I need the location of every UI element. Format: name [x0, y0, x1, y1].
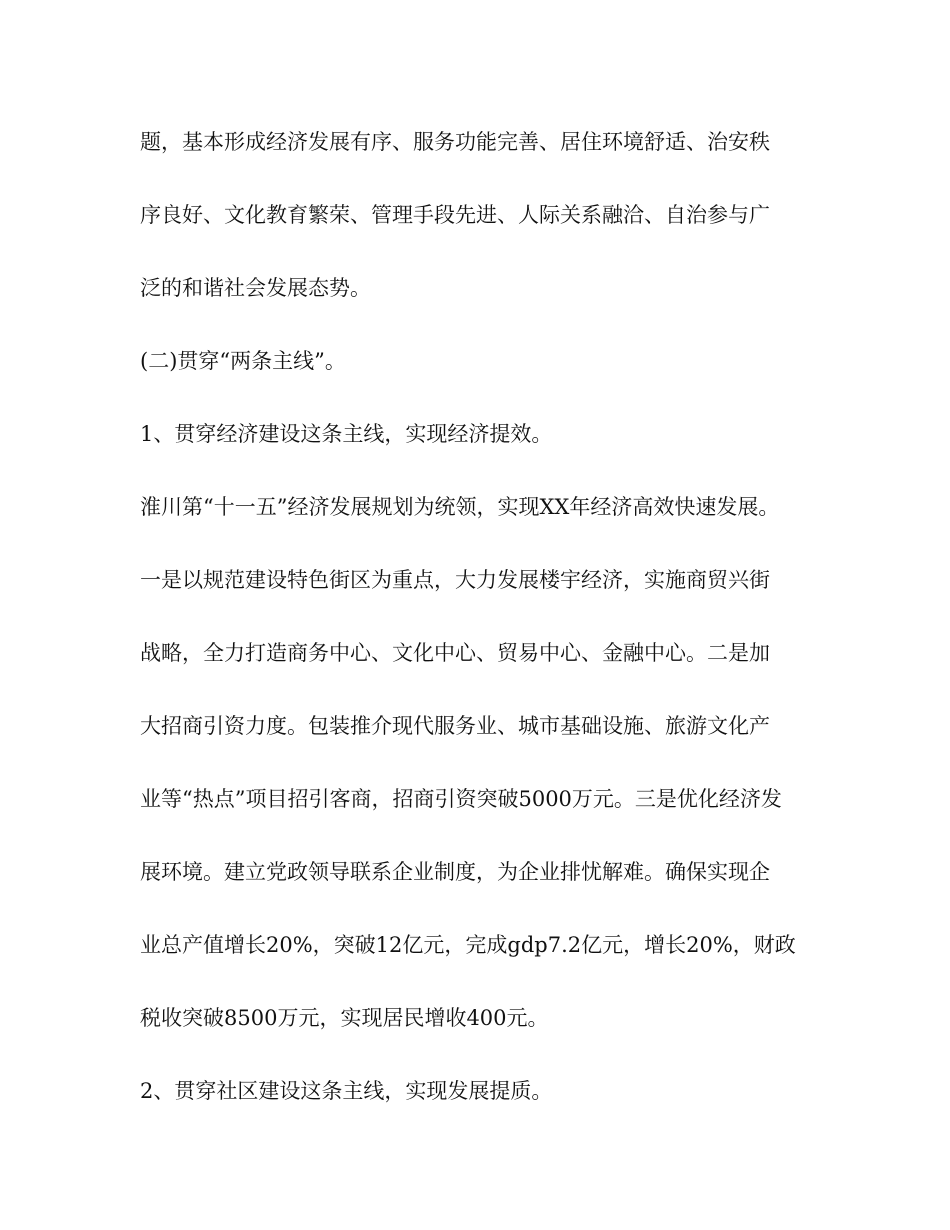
subsection-heading: 2、贯穿社区建设这条主线，实现发展提质。 [140, 1079, 553, 1103]
body-text-line: 大招商引资力度。包装推介现代服务业、城市基础设施、旅游文化产 [140, 714, 770, 738]
body-text-line: 业总产值增长20%，突破12亿元，完成gdp7.2亿元，增长20%，财政 [140, 933, 796, 957]
body-text-line: 展环境。建立党政领导联系企业制度，为企业排忧解难。确保实现企 [140, 860, 770, 884]
section-heading: (二)贯穿“两条主线”。 [140, 349, 346, 373]
body-text-line: 泛的和谐社会发展态势。 [140, 276, 371, 300]
body-text-line: 战略，全力打造商务中心、文化中心、贸易中心、金融中心。二是加 [140, 641, 770, 665]
body-text-line: 税收突破8500万元，实现居民增收400元。 [140, 1006, 549, 1030]
body-text-line: 一是以规范建设特色街区为重点，大力发展楼宇经济，实施商贸兴街 [140, 568, 770, 592]
subsection-heading: 1、贯穿经济建设这条主线，实现经济提效。 [140, 422, 553, 446]
body-text-line: 业等“热点”项目招引客商，招商引资突破5000万元。三是优化经济发 [140, 787, 782, 811]
body-text-line: 淮川第“十一五”经济发展规划为统领，实现XX年经济高效快速发展。 [140, 495, 780, 519]
body-text-line: 序良好、文化教育繁荣、管理手段先进、人际关系融洽、自治参与广 [140, 203, 770, 227]
body-text-line: 题，基本形成经济发展有序、服务功能完善、居住环境舒适、治安秩 [140, 130, 770, 154]
